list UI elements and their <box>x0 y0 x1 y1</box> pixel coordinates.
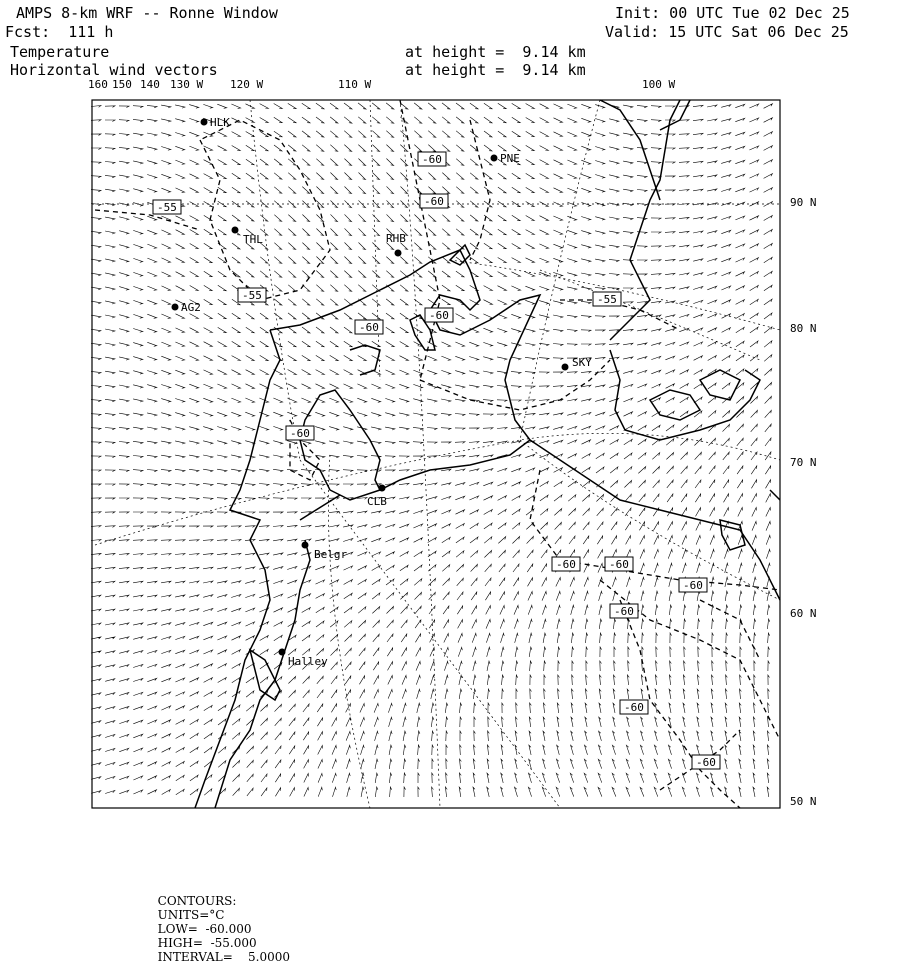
station-label-ag2: AG2 <box>181 301 201 314</box>
station-dot-hlk <box>201 119 208 126</box>
contour-label <box>286 426 314 440</box>
svg-text:-60: -60 <box>290 427 310 440</box>
contour-label <box>418 152 446 166</box>
lon-label-130w: 130 W <box>170 78 204 91</box>
contour-label <box>605 557 633 571</box>
contour-label <box>593 292 621 306</box>
svg-text:-55: -55 <box>597 293 617 306</box>
low-value: LOW= -60.000 <box>157 922 252 936</box>
svg-text:-60: -60 <box>429 309 449 322</box>
contour-info <box>150 880 300 964</box>
contour-label <box>552 557 580 571</box>
lat-label-60n: 60 N <box>790 607 817 620</box>
contour-label <box>420 194 448 208</box>
coastline <box>195 100 780 808</box>
contour-label <box>425 308 453 322</box>
station-label-thl: THL <box>243 233 263 246</box>
lat-label-80n: 80 N <box>790 322 817 335</box>
station-dot-thl <box>232 227 239 234</box>
svg-text:-55: -55 <box>157 201 177 214</box>
svg-text:-60: -60 <box>683 579 703 592</box>
station-dot-ag2 <box>172 304 179 311</box>
station-dot-rhb <box>395 250 402 257</box>
svg-text:-55: -55 <box>242 289 262 302</box>
contour-label <box>238 288 266 302</box>
station-label-pne: PNE <box>500 152 520 165</box>
init-time: Init: 00 UTC Tue 02 Dec 25 <box>615 4 850 22</box>
svg-text:-60: -60 <box>624 701 644 714</box>
station-dot-pne <box>491 155 498 162</box>
field-wind-vectors: Horizontal wind vectors <box>10 61 218 79</box>
contour-label <box>679 578 707 592</box>
svg-text:-60: -60 <box>614 605 634 618</box>
svg-text:-60: -60 <box>424 195 444 208</box>
lon-label-160: 160 <box>88 78 108 91</box>
lat-label-50n: 50 N <box>790 795 817 808</box>
field-temperature: Temperature <box>10 43 110 61</box>
forecast-hour: Fcst: 111 h <box>5 23 114 41</box>
units-label: UNITS=°C <box>157 908 225 922</box>
lon-label-150: 150 <box>112 78 132 91</box>
valid-time: Valid: 15 UTC Sat 06 Dec 25 <box>605 23 849 41</box>
interval-value: INTERVAL= 5.0000 <box>157 950 291 964</box>
lat-label-70n: 70 N <box>790 456 817 469</box>
station-label-hlk: HLK <box>210 116 230 129</box>
contour-label <box>692 755 720 769</box>
svg-text:-60: -60 <box>609 558 629 571</box>
lon-label-100w: 100 W <box>642 78 676 91</box>
lat-label-90n: 90 N <box>790 196 817 209</box>
height-temperature: at height = 9.14 km <box>405 43 586 61</box>
height-wind: at height = 9.14 km <box>405 61 586 79</box>
station-label-clb: CLB <box>367 495 387 508</box>
contour-label <box>620 700 648 714</box>
contour-label <box>610 604 638 618</box>
lon-label-140: 140 <box>140 78 160 91</box>
lon-label-110w: 110 W <box>338 78 372 91</box>
lon-label-120w: 120 W <box>230 78 264 91</box>
station-dot-clb <box>379 485 386 492</box>
station-dot-belgr <box>302 542 309 549</box>
station-markers <box>172 119 569 656</box>
svg-text:-60: -60 <box>359 321 379 334</box>
map-title: AMPS 8-km WRF -- Ronne Window <box>16 4 278 22</box>
station-label-rhb: RHB <box>386 232 406 245</box>
contour-label <box>153 200 181 214</box>
high-value: HIGH= -55.000 <box>157 936 257 950</box>
svg-text:-60: -60 <box>556 558 576 571</box>
contours-label: CONTOURS: <box>157 894 237 908</box>
station-dot-halley <box>279 649 286 656</box>
contour-label <box>355 320 383 334</box>
svg-text:-60: -60 <box>696 756 716 769</box>
svg-text:-60: -60 <box>422 153 442 166</box>
station-label-sky: SKY <box>572 356 592 369</box>
station-label-belgr: Belgr <box>314 548 348 561</box>
station-dot-sky <box>562 364 569 371</box>
station-label-halley: Halley <box>288 655 328 668</box>
